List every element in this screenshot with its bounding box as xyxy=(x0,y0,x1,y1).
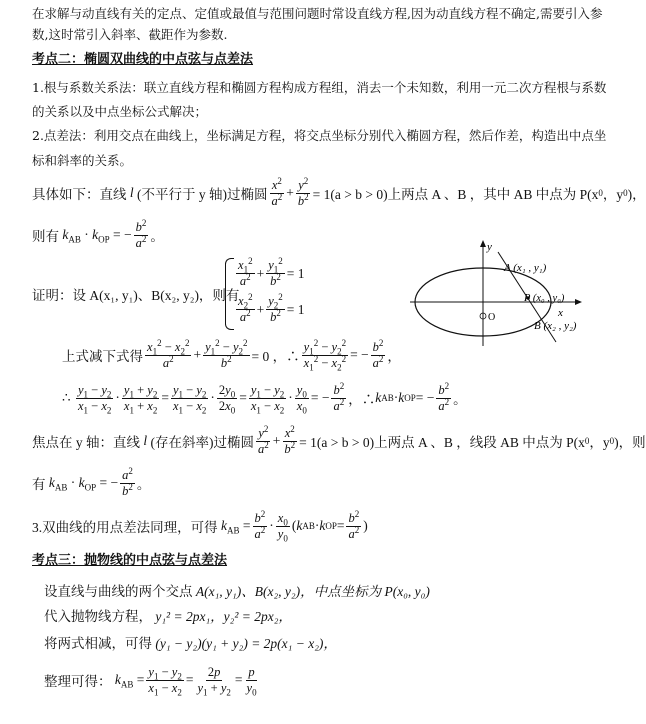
focus-result: 有 $k_{AB} \cdot k_{OP}$ = − $\frac{a^2}{b^2}$ 。 xyxy=(32,465,151,498)
intro-line-2: 数,这时常引入斜率、截距作为参数. xyxy=(32,27,228,42)
parabola-step-2-prefix: 代入抛物线方程， xyxy=(44,609,152,624)
focus-mid: (存在斜率)过椭圆 xyxy=(150,435,255,450)
method-1-line-2: 的关系以及中点坐标公式解决； xyxy=(32,104,208,119)
subtract-line: 上式减下式得 $\frac{x_1^2 - x_2^2}{a^2}$ + $\frac{y_1^2 - y_2^2}{b^2}$ = 0 ，∴ $\frac{y_1^2 - y_2^2}{x_1^2 - x_2^2}$ = − $\frac{b^2}{a^2}$ ， xyxy=(62,337,401,372)
parabola-step-1-prefix: 设直线与曲线的两个交点 xyxy=(44,584,193,599)
proof-intro xyxy=(32,284,239,304)
focus-statement: 焦点在 y 轴：直线 l (存在斜率)过椭圆 $\frac{y^2}{a^2}$ + $\frac{x^2}{b^2}$ = 1(a > b > 0)上两点 A 、B ，线段 AB 中点为 P(x 0 ，y 0 )，则 xyxy=(32,423,646,456)
y-axis-arrow xyxy=(480,240,486,247)
hyperbola-prefix: 3.双曲线的用点差法同理，可得 xyxy=(32,520,218,535)
method-2-line-2: 标和斜率的关系。 xyxy=(32,153,133,168)
parabola-step-3 xyxy=(44,632,337,652)
focus-then: 有 xyxy=(32,477,46,492)
parabola-step-1-points: A(x₁, y₁)、B(x₂, y₂)，中点坐标为 P(x₀, y₀) xyxy=(195,584,430,599)
section-2-heading: 考点二：椭圆双曲线的中点弦与点差法 xyxy=(32,52,254,67)
parabola-step-1 xyxy=(44,580,430,600)
parabola-step-3-eq: (y₁ − y₂)(y₁ + y₂) = 2p(x₁ − x₂)， xyxy=(155,636,337,651)
x-axis-arrow xyxy=(575,299,582,305)
then-prefix: 则有 xyxy=(32,229,59,244)
method-2-line-1: 2.点差法：利用交点在曲线上，坐标满足方程，将交点坐标分别代入椭圆方程，然后作差，构造出中点坐 xyxy=(32,128,607,143)
proof-points: A(x₁, y₁)、B(x₂, y₂)，则有 xyxy=(89,288,240,303)
system-eq-2: $\frac{x_2^2}{a^2}$ + $\frac{y_2^2}{b^2}$ = 1 xyxy=(238,291,305,324)
x-axis-label: x xyxy=(558,307,563,319)
parabola-step-2 xyxy=(44,605,292,625)
section-3-heading: 考点三：抛物线的中点弦与点差法 xyxy=(32,553,228,568)
ellipse-statement-prefix: 具体如下：直线 xyxy=(32,187,127,202)
focus-prefix: 焦点在 y 轴：直线 xyxy=(32,435,140,450)
method-1-line-1: 1.根与系数关系法：联立直线方程和椭圆方程构成方程组，消去一个未知数，利用一元二次方程根与系数 xyxy=(32,80,607,95)
label-O: O xyxy=(488,312,496,323)
therefore-line: ∴ $\frac{y_1 - y_2}{x_1 - x_2}$ · $\frac{y_1 + y_2}{x_1 + x_2}$ = $\frac{y_1 - y_2}{x_1 - x_2}$ · $\frac{2y_0}{2x_0}$ = $\frac{y_1 - y_2}{x_1 - x_2}$ · $\frac{y_0}{x_0}$ = − $\frac{b^2}{a^2}$ ，∴ k AB · k OP = − $\frac{b^2}{a^2}$ 。 xyxy=(62,380,467,415)
ellipse-statement-mid: (不平行于 y 轴)过椭圆 xyxy=(137,187,268,202)
y-axis-label: y xyxy=(487,241,492,253)
system-eq-1: $\frac{x_1^2}{a^2}$ + $\frac{y_1^2}{b^2}$ = 1 xyxy=(238,255,305,288)
ellipse-result: 则有 $k_{AB} \cdot k_{OP}$ = − $\frac{b^2}{a^2}$ 。 xyxy=(32,217,164,250)
subtract-prefix: 上式减下式得 xyxy=(62,349,143,364)
label-A: A (x₁ , y₁) xyxy=(504,262,547,274)
ellipse-statement-end: ，y xyxy=(602,187,624,202)
parabola-step-2-eq: y₁² = 2px₁，y₂² = 2px₂， xyxy=(155,609,292,624)
parabola-step-3-prefix: 将两式相减，可得 xyxy=(44,636,152,651)
intro-line-1: 在求解与动直线有关的定点、定值或最值与范围问题时常设直线方程,因为动直线方程不确定,需要引入参 xyxy=(32,6,603,21)
system-brace xyxy=(225,258,234,330)
label-P: P (x₀ , y₀) xyxy=(524,293,565,304)
parabola-step-4-prefix: 整理可得： xyxy=(44,674,112,689)
label-B: B (x₂ , y₂) xyxy=(534,320,577,332)
ellipse-figure xyxy=(408,238,584,348)
focus-cond: = 1(a > b > 0)上两点 A 、B ，线段 AB 中点为 P(x xyxy=(299,435,585,450)
ellipse-statement-cond: = 1(a > b > 0)上两点 A 、B ，其中 AB 中点为 P(x xyxy=(312,187,599,202)
ellipse-statement: 具体如下：直线 l (不平行于 y 轴)过椭圆 $\frac{x^2}{a^2}$ + $\frac{y^2}{b^2}$ = 1(a > b > 0)上两点 A 、B ，其中 AB 中点为 P(x 0 ，y 0 )， xyxy=(32,175,646,208)
proof-prefix: 证明：设 xyxy=(32,288,86,303)
parabola-step-4: 整理可得： $k_{AB}$ = $\frac{y_1 - y_2}{x_1 - x_2}$ = $\frac{2p}{y_1 + y_2}$ = $\frac{p}{y_0}$ xyxy=(44,664,257,697)
focus-end: ，y xyxy=(589,435,610,450)
hyperbola-statement: 3.双曲线的用点差法同理，可得 $k_{AB}$ = $\frac{b^2}{a^2}$ · $\frac{x_0}{y_0}$ ( k AB · k OP = $\frac{b^2}{a^2}$ ) xyxy=(32,508,368,543)
